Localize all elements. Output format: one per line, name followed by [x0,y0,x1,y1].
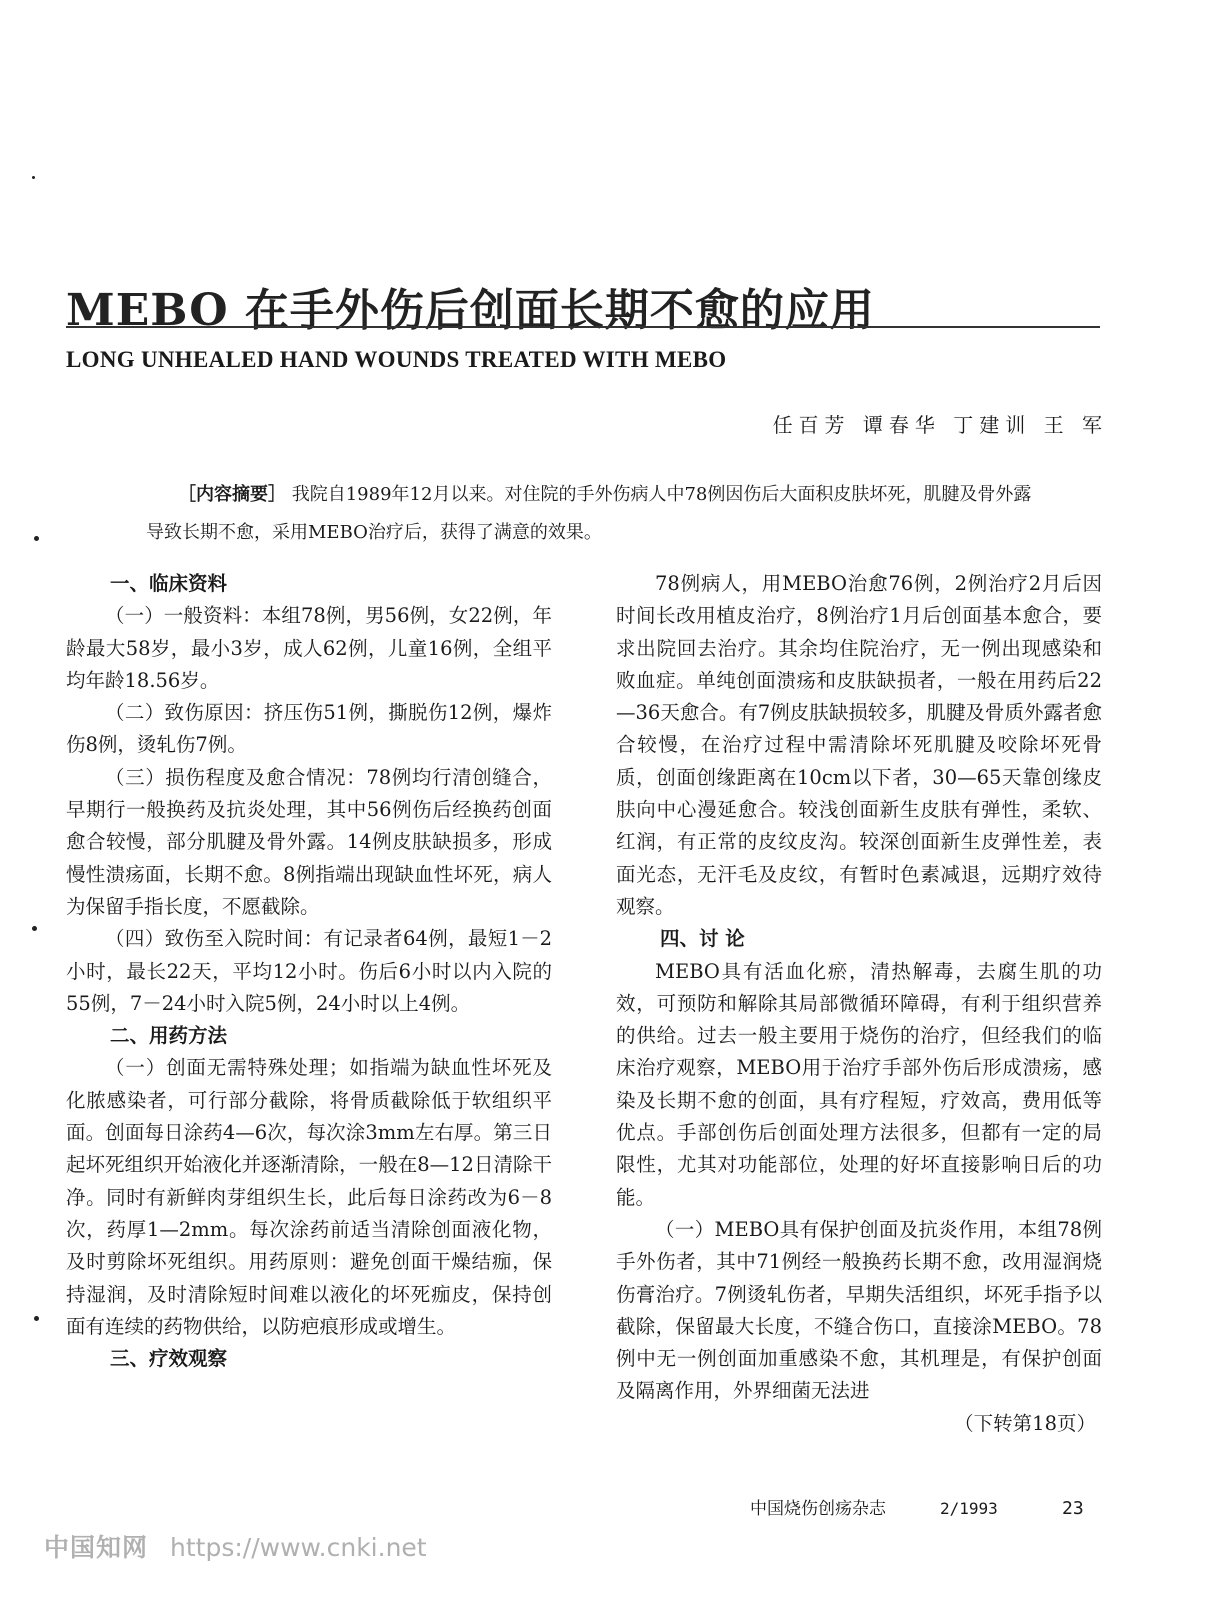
paragraph: （一）一般资料：本组78例，男56例，女22例，年龄最大58岁，最小3岁，成人62例，儿童16例，全组平均年龄18.56岁。 [66,604,552,692]
section-heading: 三、疗效观察 [110,1347,228,1371]
section-heading: 四、讨 论 [660,927,745,951]
abstract-label: ［内容摘要］ [178,484,286,505]
left-column [66,568,552,1375]
scan-speck [34,536,39,541]
continued-note: （下转第18页） [954,1411,1096,1435]
scan-speck [32,176,35,179]
paragraph: 78例病人，用MEBO治愈76例，2例治疗2月后因时间长改用植皮治疗，8例治疗1月后创面基本愈合，要求出院回去治疗。其余均住院治疗，无一例出现感染和败血症。单纯创面溃疡和皮肤缺损者，一般在用药后22—36天愈合。有7例皮肤缺损较多，肌腱及骨质外露者愈合较慢，在治疗过程中需清除坏死肌腱及咬除坏死骨质，创面创缘距离在10cm以下者，30—65天靠创缘皮肤向中心漫延愈合。较浅创面新生皮肤有弹性，柔软、红润，有正常的皮纹皮沟。较深创面新生皮弹性差，表面光态，无汗毛及皮纹，有暂时色素减退，远期疗效待观察。 [616,572,1102,918]
abstract-text: 我院自1989年12月以来。对住院的手外伤病人中78例因伤后大面积皮肤坏死，肌腱及骨外露导致长期不愈，采用MEBO治疗后，获得了满意的效果。 [146,484,1032,543]
paragraph: （二）致伤原因：挤压伤51例，撕脱伤12例，爆炸伤8例，烫轧伤7例。 [66,701,552,757]
paragraph: （三）损伤程度及愈合情况：78例均行清创缝合，早期行一般换药及抗炎处理，其中56例伤后经换药创面愈合较慢，部分肌腱及骨外露。14例皮肤缺损多，形成慢性溃疡面，长期不愈。8例指端出现缺血性坏死，病人为保留手指长度，不愿截除。 [66,765,552,918]
section-heading: 一、临床资料 [110,572,228,595]
title-rule [66,326,1100,328]
authors: 任百芳 谭春华 丁建训 王 军 [772,413,1108,437]
section-heading: 二、用药方法 [110,1024,228,1048]
journal-name: 中国烧伤创疡杂志 [750,1499,886,1519]
journal-issue: 2/1993 [940,1499,998,1518]
watermark-brand: 中国知网 [44,1533,149,1562]
scan-speck [34,1316,39,1321]
right-column [616,568,1102,1440]
paragraph: （一）MEBO具有保护创面及抗炎作用，本组78例手外伤者，其中71例经一般换药长期不愈，改用湿润烧伤膏治疗。7例烫轧伤者，早期失活组织，坏死手指予以截除，保留最大长度，不缝合伤口，直接涂MEBO。78例中无一例创面加重感染不愈，其机理是，有保护创面及隔离作用，外界细菌无法进 [616,1217,1102,1403]
watermark [44,1530,427,1566]
paragraph: （一）创面无需特殊处理；如指端为缺血性坏死及化脓感染者，可行部分截除，将骨质截除低于软组织平面。创面每日涂药4—6次，每次涂3mm左右厚。第三日起坏死组织开始液化并逐渐清除，一般在8—12日清除干净。同时有新鲜肉芽组织生长，此后每日涂药改为6－8次，药厚1—2mm。每次涂药前适当清除创面液化物，及时剪除坏死组织。用药原则：避免创面干燥结痂，保持湿润，及时清除短时间难以液化的坏死痂皮，保持创面有连续的药物供给，以防疤痕形成或增生。 [66,1056,552,1338]
page-number: 23 [1062,1498,1084,1519]
english-title: LONG UNHEALED HAND WOUNDS TREATED WITH MEBO [66,347,727,372]
abstract [146,476,1046,552]
scan-speck [32,926,37,931]
paragraph: （四）致伤至入院时间：有记录者64例，最短1－2小时，最长22天，平均12小时。伤后6小时以内入院的55例，7－24小时入院5例，24小时以上4例。 [66,927,552,1015]
watermark-url: https://www.cnki.net [170,1533,427,1562]
paragraph: MEBO具有活血化瘀，清热解毒，去腐生肌的功效，可预防和解除其局部微循环障碍，有利于组织营养的供给。过去一般主要用于烧伤的治疗，但经我们的临床治疗观察，MEBO用于治疗手部外伤后形成溃疡，感染及长期不愈的创面，具有疗程短，疗效高，费用低等优点。手部创伤后创面处理方法很多，但都有一定的局限性，尤其对功能部位，处理的好坏直接影响日后的功能。 [616,959,1102,1209]
article-title: MEBO 在手外伤后创面长期不愈的应用 [66,285,875,337]
